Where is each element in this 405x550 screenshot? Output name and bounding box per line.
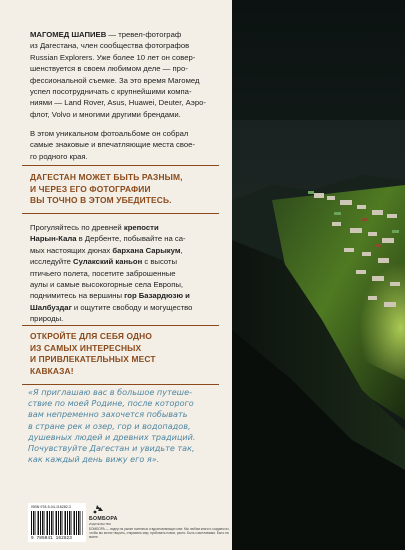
publisher-note: БОМБОРА — лидер на рынке полезных и вдохновляющих книг. Мы любим книги и создаем их, чтобы вы могли творить, открывать мир, пробовать новое, расти. Быть счастливыми. Быть на волне. bbox=[89, 527, 230, 540]
highlight-heading-1: ДАГЕСТАН МОЖЕТ БЫТЬ РАЗНЫМ, И ЧЕРЕЗ ЕГО ФОТОГРАФИИ ВЫ ТОЧНО В ЭТОМ УБЕДИТЕСЬ. bbox=[30, 172, 183, 206]
publisher-subtitle: ИЗДАТЕЛЬСТВО bbox=[89, 522, 112, 526]
divider-bottom-2 bbox=[22, 384, 219, 385]
divider-top-2 bbox=[22, 325, 219, 326]
isbn-barcode bbox=[28, 503, 86, 542]
places-description: Прогуляйтесь по древней крепости Нарын-Кала в Дербенте, побывайте на са- мых настоящих дюнах бархана Сарыкум, исследуйте Сулакский каньон с высоты птичьего полета, посетите заброшенные аулы и самые высокогорные села Европы, поднимитесь на вершины гор Базардюзю и Шалбуздаг и ощутите свободу и могущество природы. bbox=[30, 223, 193, 324]
album-description: В этом уникальном фотоальбоме он собрал самые знаковые и впечатляющие места свое- го родного края. bbox=[30, 129, 195, 161]
divider-bottom-1 bbox=[22, 213, 219, 214]
author-bio: МАГОМЕД ШАПИЕВ — тревел-фотограф из Дагестана, член сообщества фотографов Russian Explorers. Уже более 10 лет он совер- шенствуется в своем любимом деле — про- фессиональной съемке. За это время Магомед успел посотрудничать с крупнейшими компа- ниями — Land Rover, Asus, Huawei, Deuter, Аэро- флот, Volvo и многими другими брендами. bbox=[30, 30, 206, 119]
author-quote: «Я приглашаю вас в большое путеше- ствие по моей Родине, после которого вам непременно захочется побывать в стране рек и озер, гор и водопадов, душевных людей и древних традиций. Почувствуйте Дагестан и увидьте так, как каждый день вижу его я». bbox=[28, 387, 196, 465]
landscape-image bbox=[232, 0, 405, 550]
barcode-bars bbox=[31, 511, 83, 535]
mountain-village-photo bbox=[232, 0, 405, 550]
highlight-heading-2: ОТКРОЙТЕ ДЛЯ СЕБЯ ОДНО ИЗ САМЫХ ИНТЕРЕСНЫХ И ПРИВЛЕКАТЕЛЬНЫХ МЕСТ КАВКАЗА! bbox=[30, 331, 156, 376]
publisher-name: БОМБОРА bbox=[89, 516, 118, 522]
divider-top-1 bbox=[22, 165, 219, 166]
barcode-digits: 9 785041 162823 bbox=[31, 536, 73, 541]
author-name: МАГОМЕД ШАПИЕВ bbox=[30, 30, 107, 39]
isbn-number: ISBN 978-5-04-116282-3 bbox=[31, 505, 71, 509]
